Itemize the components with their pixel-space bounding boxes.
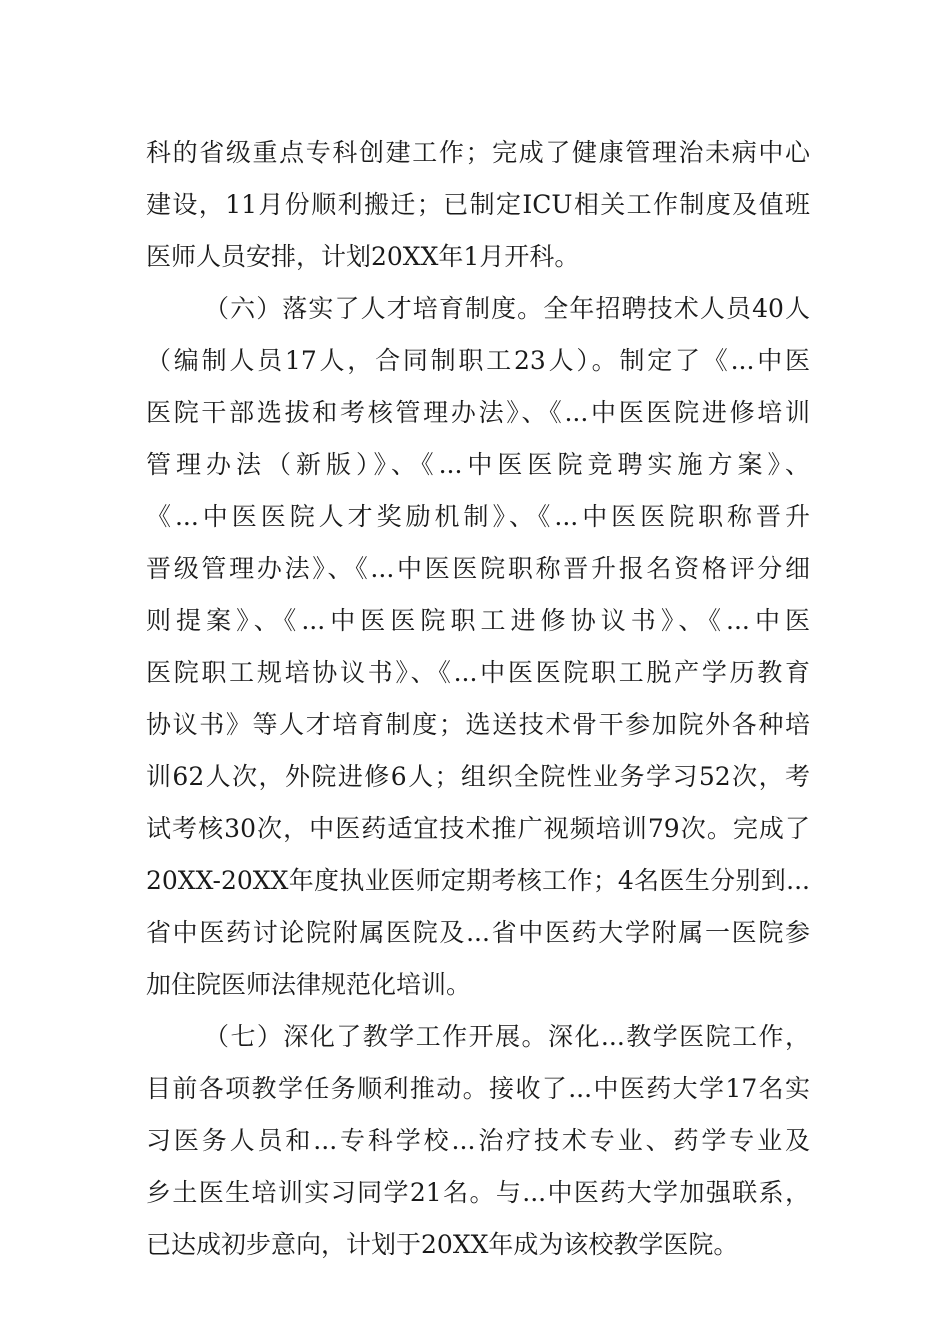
text-line: 建设，11月份顺利搬迁；已制定ICU相关工作制度及值班 bbox=[146, 190, 810, 219]
paragraph-continuation bbox=[146, 127, 810, 283]
text-line: 《...中医医院人才奖励机制》、《...中医医院职称晋升 bbox=[146, 502, 810, 531]
document-page bbox=[146, 127, 810, 1271]
text-line: 管理办法（新版）》、《...中医医院竞聘实施方案》、 bbox=[146, 450, 810, 479]
text-line: （六）落实了人才培育制度。全年招聘技术人员40人 bbox=[204, 294, 810, 323]
text-line: 试考核30次，中医药适宜技术推广视频培训79次。完成了 bbox=[146, 814, 810, 843]
text-line: 习医务人员和...专科学校...治疗技术专业、药学专业及 bbox=[146, 1126, 810, 1155]
paragraph-talent-training bbox=[146, 283, 810, 1011]
text-line: 医院职工规培协议书》、《...中医医院职工脱产学历教育 bbox=[146, 658, 810, 687]
text-line: 20XX-20XX年度执业医师定期考核工作；4名医生分别到... bbox=[146, 866, 810, 895]
text-line: 乡土医生培训实习同学21名。与...中医药大学加强联系， bbox=[146, 1178, 810, 1207]
text-line: （七）深化了教学工作开展。深化...教学医院工作， bbox=[204, 1022, 810, 1051]
text-line: 目前各项教学任务顺利推动。接收了...中医药大学17名实 bbox=[146, 1074, 810, 1103]
text-line: 协议书》等人才培育制度；选送技术骨干参加院外各种培 bbox=[146, 710, 810, 739]
text-line: 则提案》、《...中医医院职工进修协议书》、《...中医 bbox=[146, 606, 810, 635]
text-line: 训62人次，外院进修6人；组织全院性业务学习52次，考 bbox=[146, 762, 810, 791]
text-line: （编制人员17人，合同制职工23人）。制定了《...中医 bbox=[146, 346, 810, 375]
text-line: 已达成初步意向，计划于20XX年成为该校教学医院。 bbox=[146, 1230, 739, 1259]
text-line: 医师人员安排，计划20XX年1月开科。 bbox=[146, 242, 580, 271]
text-line: 晋级管理办法》、《...中医医院职称晋升报名资格评分细 bbox=[146, 554, 810, 583]
text-line: 省中医药讨论院附属医院及...省中医药大学附属一医院参 bbox=[146, 918, 810, 947]
text-line: 医院干部选拔和考核管理办法》、《...中医医院进修培训 bbox=[146, 398, 810, 427]
paragraph-teaching-work bbox=[146, 1011, 810, 1271]
text-line: 科的省级重点专科创建工作；完成了健康管理治未病中心 bbox=[146, 138, 810, 167]
text-line: 加住院医师法律规范化培训。 bbox=[146, 970, 472, 999]
